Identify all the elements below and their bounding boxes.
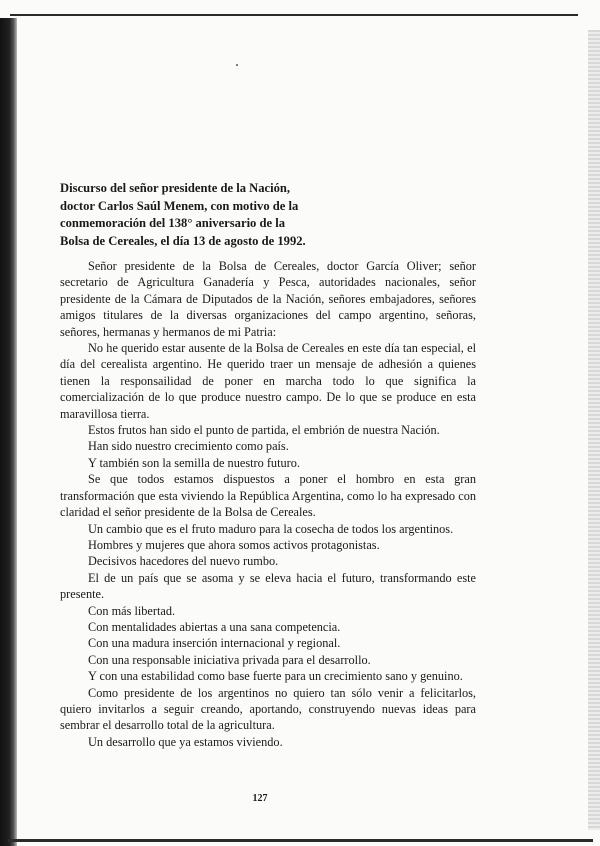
paragraph: No he querido estar ausente de la Bolsa de Cereales en este día tan especial, el día del cerealista argentino. He querido traer un mensaje de adhesión a quienes tienen la responsailidad de poner en marcha todo lo que significa la comercialización de lo que produce nuestro campo. De lo que se produce en esta maravillosa tierra.	[60, 341, 476, 421]
paragraph: Estos frutos han sido el punto de partida, el embrión de nuestra Nación.	[88, 423, 440, 438]
title-line: Bolsa de Cereales, el día 13 de agosto de 1992.	[60, 233, 306, 248]
paragraph: Han sido nuestro crecimiento como país.	[88, 439, 289, 454]
paragraph: El de un país que se asoma y se eleva hacia el futuro, transformando este presente.	[60, 570, 476, 602]
speech-body	[60, 258, 476, 750]
page-top-edge	[10, 14, 578, 16]
paragraph: Se que todos estamos dispuestos a poner el hombro en esta gran transformación que esta viviendo la República Argentina, como lo ha expresado con claridad el señor presidente de la Bolsa de Cereales.	[60, 472, 476, 520]
binding-shadow	[0, 18, 17, 846]
page-bottom-edge	[8, 839, 593, 842]
paragraph: Un desarrollo que ya estamos viviendo.	[88, 734, 283, 749]
paragraph: Con una responsable iniciativa privada para el desarrollo.	[88, 652, 371, 667]
scan-speck	[236, 64, 238, 66]
paragraph: Con una madura inserción internacional y regional.	[88, 636, 341, 651]
title-line: doctor Carlos Saúl Menem, con motivo de la	[60, 198, 299, 213]
paragraph: Hombres y mujeres que ahora somos activos protagonistas.	[88, 537, 380, 552]
speech-title	[60, 180, 360, 250]
title-line: conmemoración del 138° aniversario de la	[60, 216, 286, 230]
paragraph: Como presidente de los argentinos no quiero tan sólo venir a felicitarlos, quiero invitarlos a seguir creando, aportando, construyendo nuevas ideas para sembrar el desarrollo total de la agricultura.	[60, 685, 476, 733]
paragraph: Decisivos hacedores del nuevo rumbo.	[88, 554, 279, 569]
paragraph: Señor presidente de la Bolsa de Cereales, doctor García Oliver; señor secretario de Agricultura Ganadería y Pesca, autoridades nacionales, señor presidente de la Cámara de Diputados de la Nación, señores embajadores, señores amigos titulares de la diversas organizaciones del campo argentino, señoras, señores, hermanas y hermanos de mi Patria:	[60, 259, 476, 339]
paragraph: Con mentalidades abiertas a una sana competencia.	[88, 619, 341, 634]
paragraph: Y también son la semilla de nuestro futuro.	[88, 455, 300, 470]
paragraph: Un cambio que es el fruto maduro para la cosecha de todos los argentinos.	[88, 521, 454, 536]
page-number: 127	[252, 793, 268, 804]
page-right-edge	[588, 30, 600, 830]
paragraph: Y con una estabilidad como base fuerte para un crecimiento sano y genuino.	[88, 669, 463, 684]
paragraph: Con más libertad.	[88, 603, 176, 618]
title-line: Discurso del señor presidente de la Nación,	[60, 181, 291, 195]
